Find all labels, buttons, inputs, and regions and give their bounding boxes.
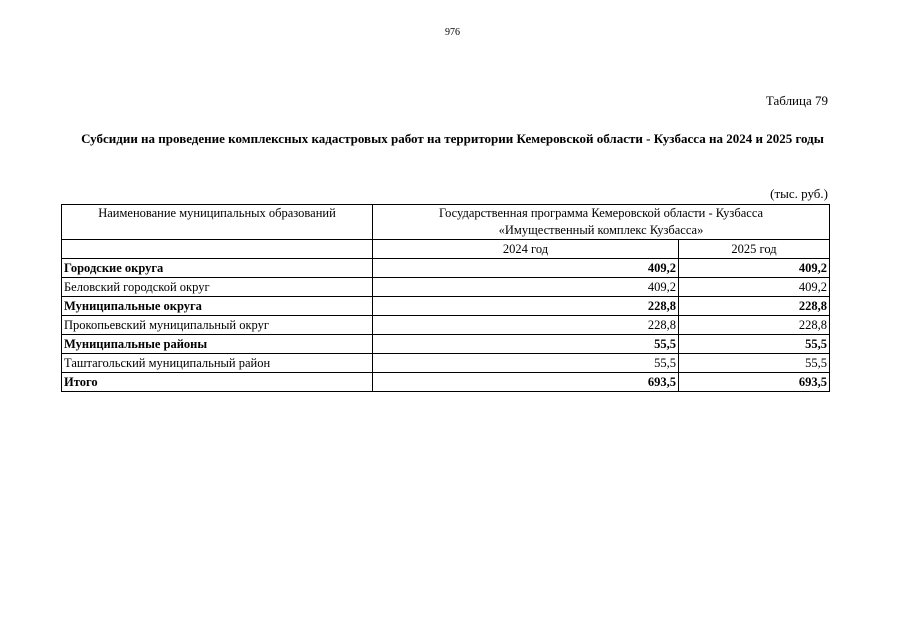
table-row [62,278,830,297]
table-row [62,297,830,316]
header-row-years [62,240,830,259]
row-2024-cell: 55,5 [373,335,679,354]
header-program-cell [373,205,830,240]
row-2025-cell: 228,8 [679,297,830,316]
row-2025-cell: 409,2 [679,259,830,278]
row-2024-cell: 693,5 [373,373,679,392]
table-label: Таблица 79 [765,93,828,108]
header-program-line2: «Имущественный комплекс Кузбасса» [498,223,704,237]
subsidy-table [61,204,830,392]
header-year-2024: 2024 год [373,240,679,259]
table-row [62,259,830,278]
row-2024-cell: 409,2 [373,259,679,278]
header-year-2025: 2025 год [679,240,830,259]
row-2024-cell: 228,8 [373,316,679,335]
page-number: 976 [445,27,460,38]
table-body [62,259,830,392]
row-2025-cell: 228,8 [679,316,830,335]
row-name-cell: Таштагольский муниципальный район [62,354,373,373]
row-2024-cell: 55,5 [373,354,679,373]
table-row [62,316,830,335]
row-name-cell: Муниципальные округа [62,297,373,316]
header-program-line1: Государственная программа Кемеровской области - Кузбасса [438,206,764,220]
row-2025-cell: 409,2 [679,278,830,297]
row-name-cell: Итого [62,373,373,392]
document-title: Субсидии на проведение комплексных кадастровых работ на территории Кемеровской области - Кузбасса на 2024 и 2025 годы [81,131,824,146]
row-2024-cell: 228,8 [373,297,679,316]
row-2025-cell: 693,5 [679,373,830,392]
row-name-cell: Муниципальные районы [62,335,373,354]
header-row-program [62,205,830,240]
header-name-label: Наименование муниципальных образований [98,206,336,220]
header-name-cell [62,205,373,240]
table-row-total [62,373,830,392]
row-2024-cell: 409,2 [373,278,679,297]
row-2025-cell: 55,5 [679,354,830,373]
row-name-cell: Городские округа [62,259,373,278]
units-note: (тыс. руб.) [770,186,828,201]
row-name-cell: Прокопьевский муниципальный округ [62,316,373,335]
table-row [62,354,830,373]
header-empty-cell [62,240,373,259]
row-2025-cell: 55,5 [679,335,830,354]
row-name-cell: Беловский городской округ [62,278,373,297]
table-row [62,335,830,354]
